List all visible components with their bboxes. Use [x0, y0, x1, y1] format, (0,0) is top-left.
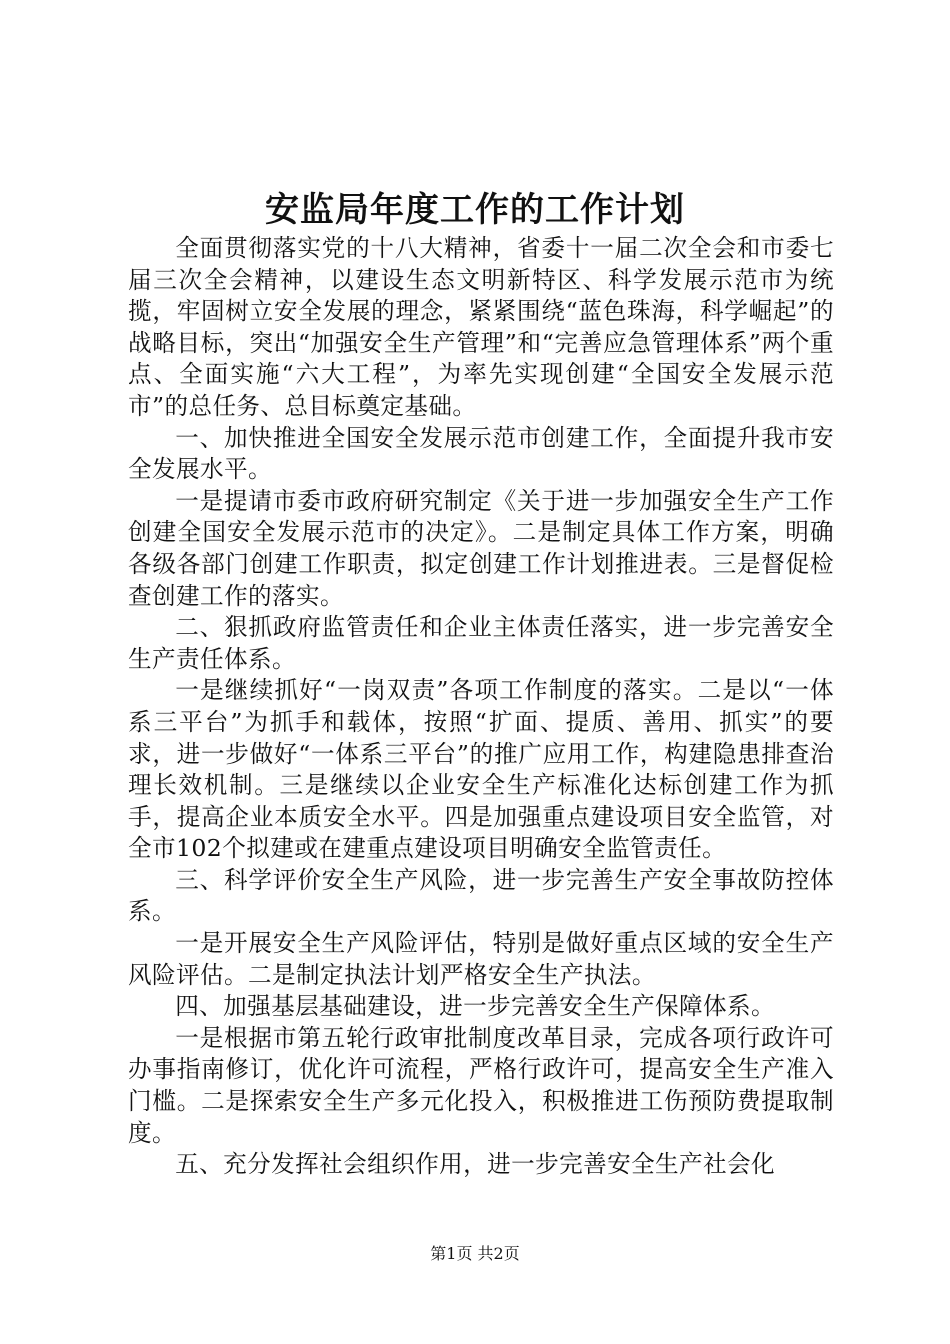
section-heading-5: 五、充分发挥社会组织作用，进一步完善安全生产社会化: [175, 1150, 776, 1179]
section-heading-4: 四、加强基层基础建设，进一步完善安全生产保障体系。: [175, 992, 776, 1021]
paragraph-section-1: 一是提请市委市政府研究制定《关于进一步加强安全生产工作创建全国安全发展示范市的决定》。二是制定具体工作方案，明确各级各部门创建工作职责，拟定创建工作计划推进表。三是督促检查创建工作的落实。: [128, 486, 834, 610]
paragraph-section-4: 一是根据市第五轮行政审批制度改革目录，完成各项行政许可办事指南修订，优化许可流程，严格行政许可，提高安全生产准入门槛。二是探索安全生产多元化投入，积极推进工伤预防费提取制度。: [128, 1023, 834, 1147]
section-heading-2: 二、狠抓政府监管责任和企业主体责任落实，进一步完善安全生产责任体系。: [128, 613, 834, 673]
paragraph-intro: 全面贯彻落实党的十八大精神，省委十一届二次全会和市委七届三次全会精神，以建设生态文明新特区、科学发展示范市为统揽，牢固树立安全发展的理念，紧紧围绕“蓝色珠海，科学崛起”的战略目标，突出“加强安全生产管理”和“完善应急管理体系”两个重点、全面实施“六大工程”，为率先实现创建“全国安全发展示范市”的总任务、总目标奠定基础。: [128, 234, 834, 420]
page-number: 第1页 共2页: [430, 1244, 520, 1263]
section-heading-3: 三、科学评价安全生产风险，进一步完善生产安全事故防控体系。: [128, 865, 834, 926]
section-heading-1: 一、加快推进全国安全发展示范市创建工作，全面提升我市安全发展水平。: [128, 423, 834, 484]
document-title: 安监局年度工作的工作计划: [265, 190, 685, 230]
paragraph-section-2: 一是继续抓好“一岗双责”各项工作制度的落实。二是以“一体系三平台”为抓手和载体，按照“扩面、提质、善用、抓实”的要求，进一步做好“一体系三平台”的推广应用工作，构建隐患排查治理长效机制。三是继续以企业安全生产标准化达标创建工作为抓手，提高企业本质安全水平。四是加强重点建设项目安全监管，对全市102个拟建或在建重点建设项目明确安全监管责任。: [128, 676, 834, 863]
paragraph-section-3: 一是开展安全生产风险评估，特别是做好重点区域的安全生产风险评估。二是制定执法计划严格安全生产执法。: [128, 929, 834, 989]
document-body: [128, 233, 834, 1181]
